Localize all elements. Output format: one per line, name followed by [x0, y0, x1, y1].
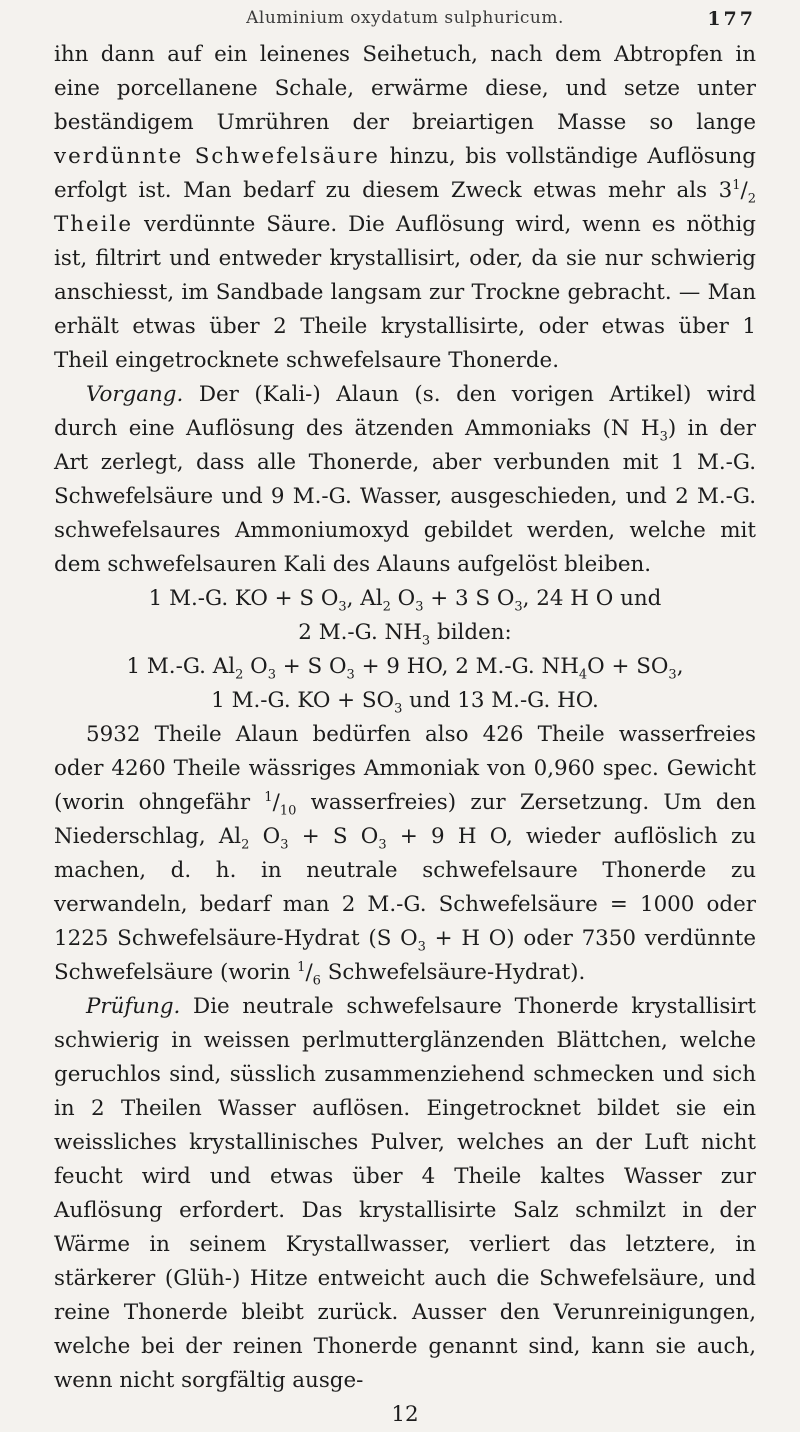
fraction-denominator: 6 — [312, 973, 321, 989]
fraction-numerator: 1 — [732, 177, 741, 193]
page-number: 177 — [707, 8, 756, 30]
text-run: hinzu, bis vollständige Auflösung erfolgt ist. Man bedarf zu diesem Zweck etwas mehr als 3 — [54, 144, 756, 203]
body-text — [54, 38, 756, 1432]
formula-line-1 — [54, 582, 756, 616]
text-run: + 3 S O — [423, 586, 515, 611]
subscript: 2 — [235, 667, 244, 683]
subscript: 3 — [421, 633, 431, 649]
paragraph-pruefung — [54, 990, 756, 1398]
text-run: verdünnte Säure. Die Auflösung wird, wenn es nöthig ist, filtrirt und entweder krystallisirt, oder, da sie nur schwierig anschiesst, im Sandbade langsam zur Trockne gebracht. — Man erhält etwas über 2 Theile krystallisirte, oder etwas über 1 Theil eingetrocknete schwefelsaure Thonerde. — [54, 212, 756, 373]
text-run: 1 M.-G. KO + S O — [148, 586, 339, 611]
subscript: 3 — [338, 599, 347, 615]
subscript: 3 — [417, 939, 426, 955]
subscript: 3 — [346, 667, 355, 683]
text-run: , — [676, 654, 684, 679]
text-run: Der (Kali-) Alaun (s. den vorigen Artikel) wird durch eine Auflösung des ätzenden Ammoniaks (N H — [54, 382, 756, 441]
text-run: ) in der Art zerlegt, dass alle Thonerde, aber verbunden mit 1 M.-G. Schwefelsäure und 9 M.-G. Wasser, ausgeschieden, und 2 M.-G. schwefelsaures Ammoniumoxyd gebildet werden, welche mit dem schwefelsauren Kali des Alauns aufgelöst bleiben. — [54, 416, 756, 577]
subscript: 2 — [382, 599, 391, 615]
subscript: 3 — [267, 667, 276, 683]
text-run: + 9 HO, 2 M.-G. NH — [354, 654, 579, 679]
text-run: + H O) oder 7350 verdünnte Schwefelsäure (worin — [54, 926, 756, 985]
text-run: O — [390, 586, 416, 611]
spaced-term: verdünnte Schwefelsäure — [54, 144, 380, 169]
subscript: 3 — [659, 429, 668, 445]
text-run: wasserfreies) zur Zersetzung. Um den Niederschlag, Al — [54, 790, 757, 849]
text-run: 1 M.-G. KO + SO — [211, 688, 395, 713]
section-heading: Prüfung. — [86, 994, 181, 1019]
text-run: ihn dann auf ein leinenes Seihetuch, nach dem Abtropfen in eine porcellanene Schale, erwärme diese, und setze unter beständigem Umrühren der breiartigen Masse so lange — [54, 42, 756, 135]
text-run: bilden: — [430, 620, 512, 645]
section-heading: Vorgang. — [86, 382, 184, 407]
subscript: 2 — [241, 837, 250, 853]
signature-mark: 12 — [391, 1402, 419, 1427]
fraction-numerator: 1 — [297, 959, 306, 975]
subscript: 3 — [514, 599, 523, 615]
text-run: , 24 H O und — [522, 586, 662, 611]
subscript: 3 — [415, 599, 424, 615]
fraction-denominator: 2 — [747, 191, 756, 207]
text-run: 2 M.-G. NH — [298, 620, 422, 645]
paragraph-procedure: ihn dann auf ein leinenes Seihetuch, nach dem Abtropfen in eine porcellanene Schale, erwärme diese, und setze unter beständigem Umrühren der breiartigen Masse so lange verdünnte Schwefelsäure hinzu, bis vollständige Auflösung erfolgt ist. Man bedarf zu diesem Zweck etwas mehr als $3^1/_2$ Theile verdünnte Säure. Die Auflösung wird, wenn es nöthig ist, filtrirt und entweder krystallisirt, oder, da sie nur schwierig anschiesst, im Sandbade langsam zur Trockne gebracht. — Man erhält etwas über 2 Theile krystallisirte, oder etwas über 1 Theil eingetrocknete schwefelsaure Thonerde. — [54, 42, 756, 373]
formula-line-3 — [54, 650, 756, 684]
paragraph-vorgang — [54, 378, 756, 582]
paragraph-quantities: 5932 Theile Alaun bedürfen also 426 Theile wasserfreies oder 4260 Theile wässriges Ammoniak von 0,960 spec. Gewicht (worin ohngefähr $^1/_{10}$ wasserfreies) zur Zersetzung. Um den Niederschlag, $Al_2$ $O_3 + S$ $O_3 + 9$ H O, wieder auflöslich zu machen, d. h. in neutrale schwefelsaure Thonerde zu verwandeln, bedarf man 2 M.-G. Schwefelsäure = 1000 oder 1225 Schwefelsäure-Hydrat (S $O_3 + H$ O) oder 7350 verdünnte Schwefelsäure (worin $^1/_6$ Schwefelsäure-Hydrat). — [54, 722, 757, 989]
text-run: + 9 H O, wieder auflöslich zu machen, d. h. in neutrale schwefelsaure Thonerde zu verwandeln, bedarf man 2 M.-G. Schwefelsäure = 1000 oder 1225 Schwefelsäure-Hydrat (S O — [54, 824, 757, 951]
subscript: 3 — [378, 837, 387, 853]
text-run: + S O — [288, 824, 379, 849]
text-run: und 13 M.-G. HO. — [402, 688, 599, 713]
text-run: 1 M.-G. Al — [126, 654, 236, 679]
subscript: 3 — [394, 701, 403, 717]
subscript: 3 — [280, 837, 289, 853]
spaced-term: Theile — [54, 212, 134, 237]
subscript: 4 — [578, 667, 588, 683]
formula-line-4 — [54, 684, 756, 718]
subscript: 3 — [668, 667, 677, 683]
fraction-numerator: 1 — [264, 789, 273, 805]
text-run: O + SO — [587, 654, 669, 679]
formula-line-2 — [54, 616, 756, 650]
text-run: Schwefelsäure-Hydrat). — [320, 960, 586, 985]
text-run: 5932 Theile Alaun bedürfen also 426 Theile wasserfreies oder 4260 Theile wässriges Ammoniak von 0,960 spec. Gewicht (worin ohngefähr — [54, 722, 756, 815]
running-title: Aluminium oxydatum sulphuricum. — [246, 8, 564, 28]
text-run: Die neutrale schwefelsaure Thonerde krystallisirt schwierig in weissen perlmutterglänzenden Blättchen, welche geruchlos sind, süsslich zusammenziehend schmecken und sich in 2 Theilen Wasser auflösen. Eingetrocknet bildet sie ein weissliches krystallinisches Pulver, welches an der Luft nicht feucht wird und etwas über 4 Theile kaltes Wasser zur Auflösung erfordert. Das krystallisirte Salz schmilzt in der Wärme in seinem Krystallwasser, verliert das letztere, in stärkerer (Glüh-) Hitze entweicht auch die Schwefelsäure, und reine Thonerde bleibt zurück. Ausser den Verunreinigungen, welche bei der reinen Thonerde genannt sind, kann sie auch, wenn nicht sorgfältig ausge- — [54, 994, 756, 1393]
text-run: + S O — [275, 654, 347, 679]
running-header — [54, 8, 756, 38]
fraction-denominator: 10 — [279, 803, 297, 819]
text-run: O — [249, 824, 281, 849]
text-run: , Al — [346, 586, 383, 611]
text-run: O — [243, 654, 268, 679]
